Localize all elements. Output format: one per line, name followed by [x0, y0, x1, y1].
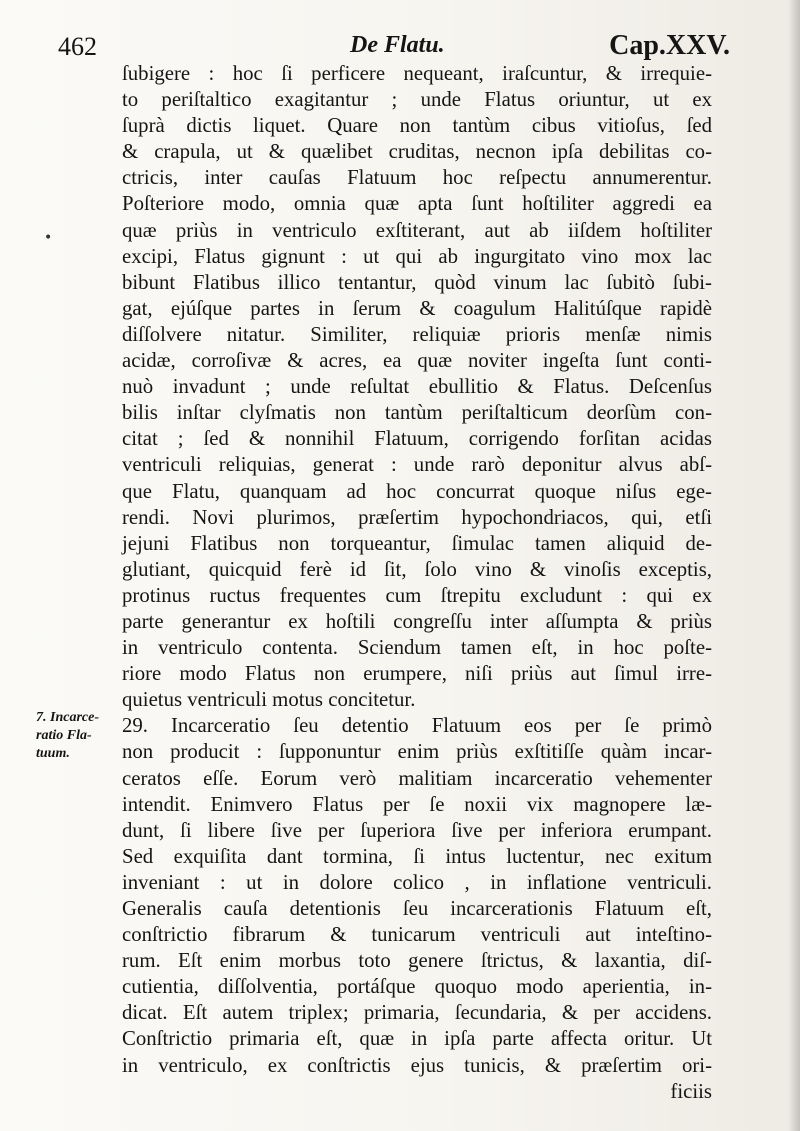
body-text	[122, 61, 712, 1105]
text-line: riore modo Flatus non erumpere, niſi priùs aut ſimul irre-	[122, 662, 712, 686]
text-line: inveniant : ut in dolore colico , in inflatione ventriculi.	[122, 870, 712, 894]
text-line: rendi. Novi plurimos, præſertim hypochondriacos, qui, etſi	[122, 505, 712, 529]
text-line: quietus ventriculi motus concitetur.	[122, 688, 416, 712]
page-header	[58, 30, 730, 64]
page-edge-shadow	[788, 0, 800, 1131]
page-number: 462	[58, 32, 97, 61]
text-line: jejuni Flatibus non torqueantur, ſimulac tamen aliquid de-	[122, 531, 712, 555]
printer-mark: •	[44, 230, 53, 246]
margin-note	[36, 709, 126, 763]
text-line: intendit. Enimvero Flatus per ſe noxii vix magnopere læ-	[122, 792, 712, 816]
text-line: ventriculi reliquias, generat : unde rarò deponitur alvus abſ-	[122, 453, 712, 477]
text-line: nuò invadunt ; unde reſultat ebullitio & Flatus. Deſcenſus	[122, 375, 712, 399]
text-line: in ventriculo, ex conſtrictis ejus tunicis, & præſertim ori-	[122, 1053, 712, 1077]
text-line: quæ priùs in ventriculo exſtiterant, aut ab iiſdem hoſtiliter	[122, 218, 712, 242]
running-title: De Flatu.	[350, 32, 445, 58]
text-line: glutiant, quicquid ferè id ſit, ſolo vino & vinoſis exceptis,	[122, 557, 712, 581]
text-line: in ventriculo contenta. Sciendum tamen eſt, in hoc poſte-	[122, 636, 712, 660]
text-line: cutientia, diſſolventia, portáſque quoquo modo aperientia, in-	[122, 975, 712, 999]
text-line: excipi, Flatus gignunt : ut qui ab ingurgitato vino mox lac	[122, 244, 712, 268]
text-line: conſtrictio fibrarum & tunicarum ventriculi aut inteſtino-	[122, 923, 712, 947]
text-line: & crapula, ut & quælibet cruditas, necnon ipſa debilitas co-	[122, 140, 712, 164]
text-line: que Flatu, quanquam ad hoc concurrat quoque niſus ege-	[122, 479, 712, 503]
text-line: Poſteriore modo, omnia quæ apta ſunt hoſtiliter aggredi ea	[122, 192, 712, 216]
text-line: Conſtrictio primaria eſt, quæ in ipſa parte affecta oritur. Ut	[122, 1027, 712, 1051]
text-line: rum. Eſt enim morbus toto genere ſtrictus, & laxantia, diſ-	[122, 949, 712, 973]
text-line: protinus ructus frequentes cum ſtrepitu excludunt : qui ex	[122, 583, 712, 607]
chapter-heading: Cap.XXV.	[609, 30, 730, 61]
text-line: ctricis, inter cauſas Flatuum hoc reſpectu annumerentur.	[122, 166, 712, 190]
margin-note-line: tuum.	[36, 746, 70, 761]
text-line: ſuprà dictis liquet. Quare non tantùm cibus vitioſus, ſed	[122, 114, 712, 138]
text-line: dunt, ſi libere ſive per ſuperiora ſive per inferiora erumpant.	[122, 818, 712, 842]
text-line: bilis inſtar clyſmatis non tantùm periſtalticum deorſùm con-	[122, 401, 712, 425]
text-line: citat ; ſed & nonnihil Flatuum, corrigendo forſitan acidas	[122, 427, 712, 451]
text-line: to periſtaltico exagitantur ; unde Flatus oriuntur, ut ex	[122, 88, 712, 112]
catchword: ficiis	[670, 1079, 712, 1103]
text-line: non producit : ſupponuntur enim priùs exſtitiſſe quàm incar-	[122, 740, 712, 764]
text-line: parte generantur ex hoſtili congreſſu inter aſſumpta & priùs	[122, 609, 712, 633]
text-line: 29. Incarceratio ſeu detentio Flatuum eos per ſe primò	[122, 714, 712, 738]
text-line: ceratos eſſe. Eorum verò malitiam incarceratio vehementer	[122, 766, 712, 790]
text-line: diſſolvere nitatur. Similiter, reliquiæ prioris menſæ nimis	[122, 322, 712, 346]
margin-note-line: ratio Fla-	[36, 728, 92, 743]
text-line: dicat. Eſt autem triplex; primaria, ſecundaria, & per accidens.	[122, 1001, 712, 1025]
text-line: ſubigere : hoc ſi perficere nequeant, iraſcuntur, & irrequie-	[122, 62, 712, 85]
text-line: Sed exquiſita dant tormina, ſi intus luctentur, nec exitum	[122, 844, 712, 868]
text-line: Generalis cauſa detentionis ſeu incarcerationis Flatuum eſt,	[122, 897, 712, 920]
text-line: bibunt Flatibus illico tentantur, quòd vinum lac ſubitò ſubi-	[122, 270, 712, 294]
text-line: gat, ejúſque partes in ſerum & coagulum Halitúſque rapidè	[122, 296, 712, 320]
margin-note-line: 7. Incarce-	[36, 710, 99, 725]
text-line: acidæ, corroſivæ & acres, ea quæ noviter ingeſta ſunt conti-	[122, 349, 712, 373]
